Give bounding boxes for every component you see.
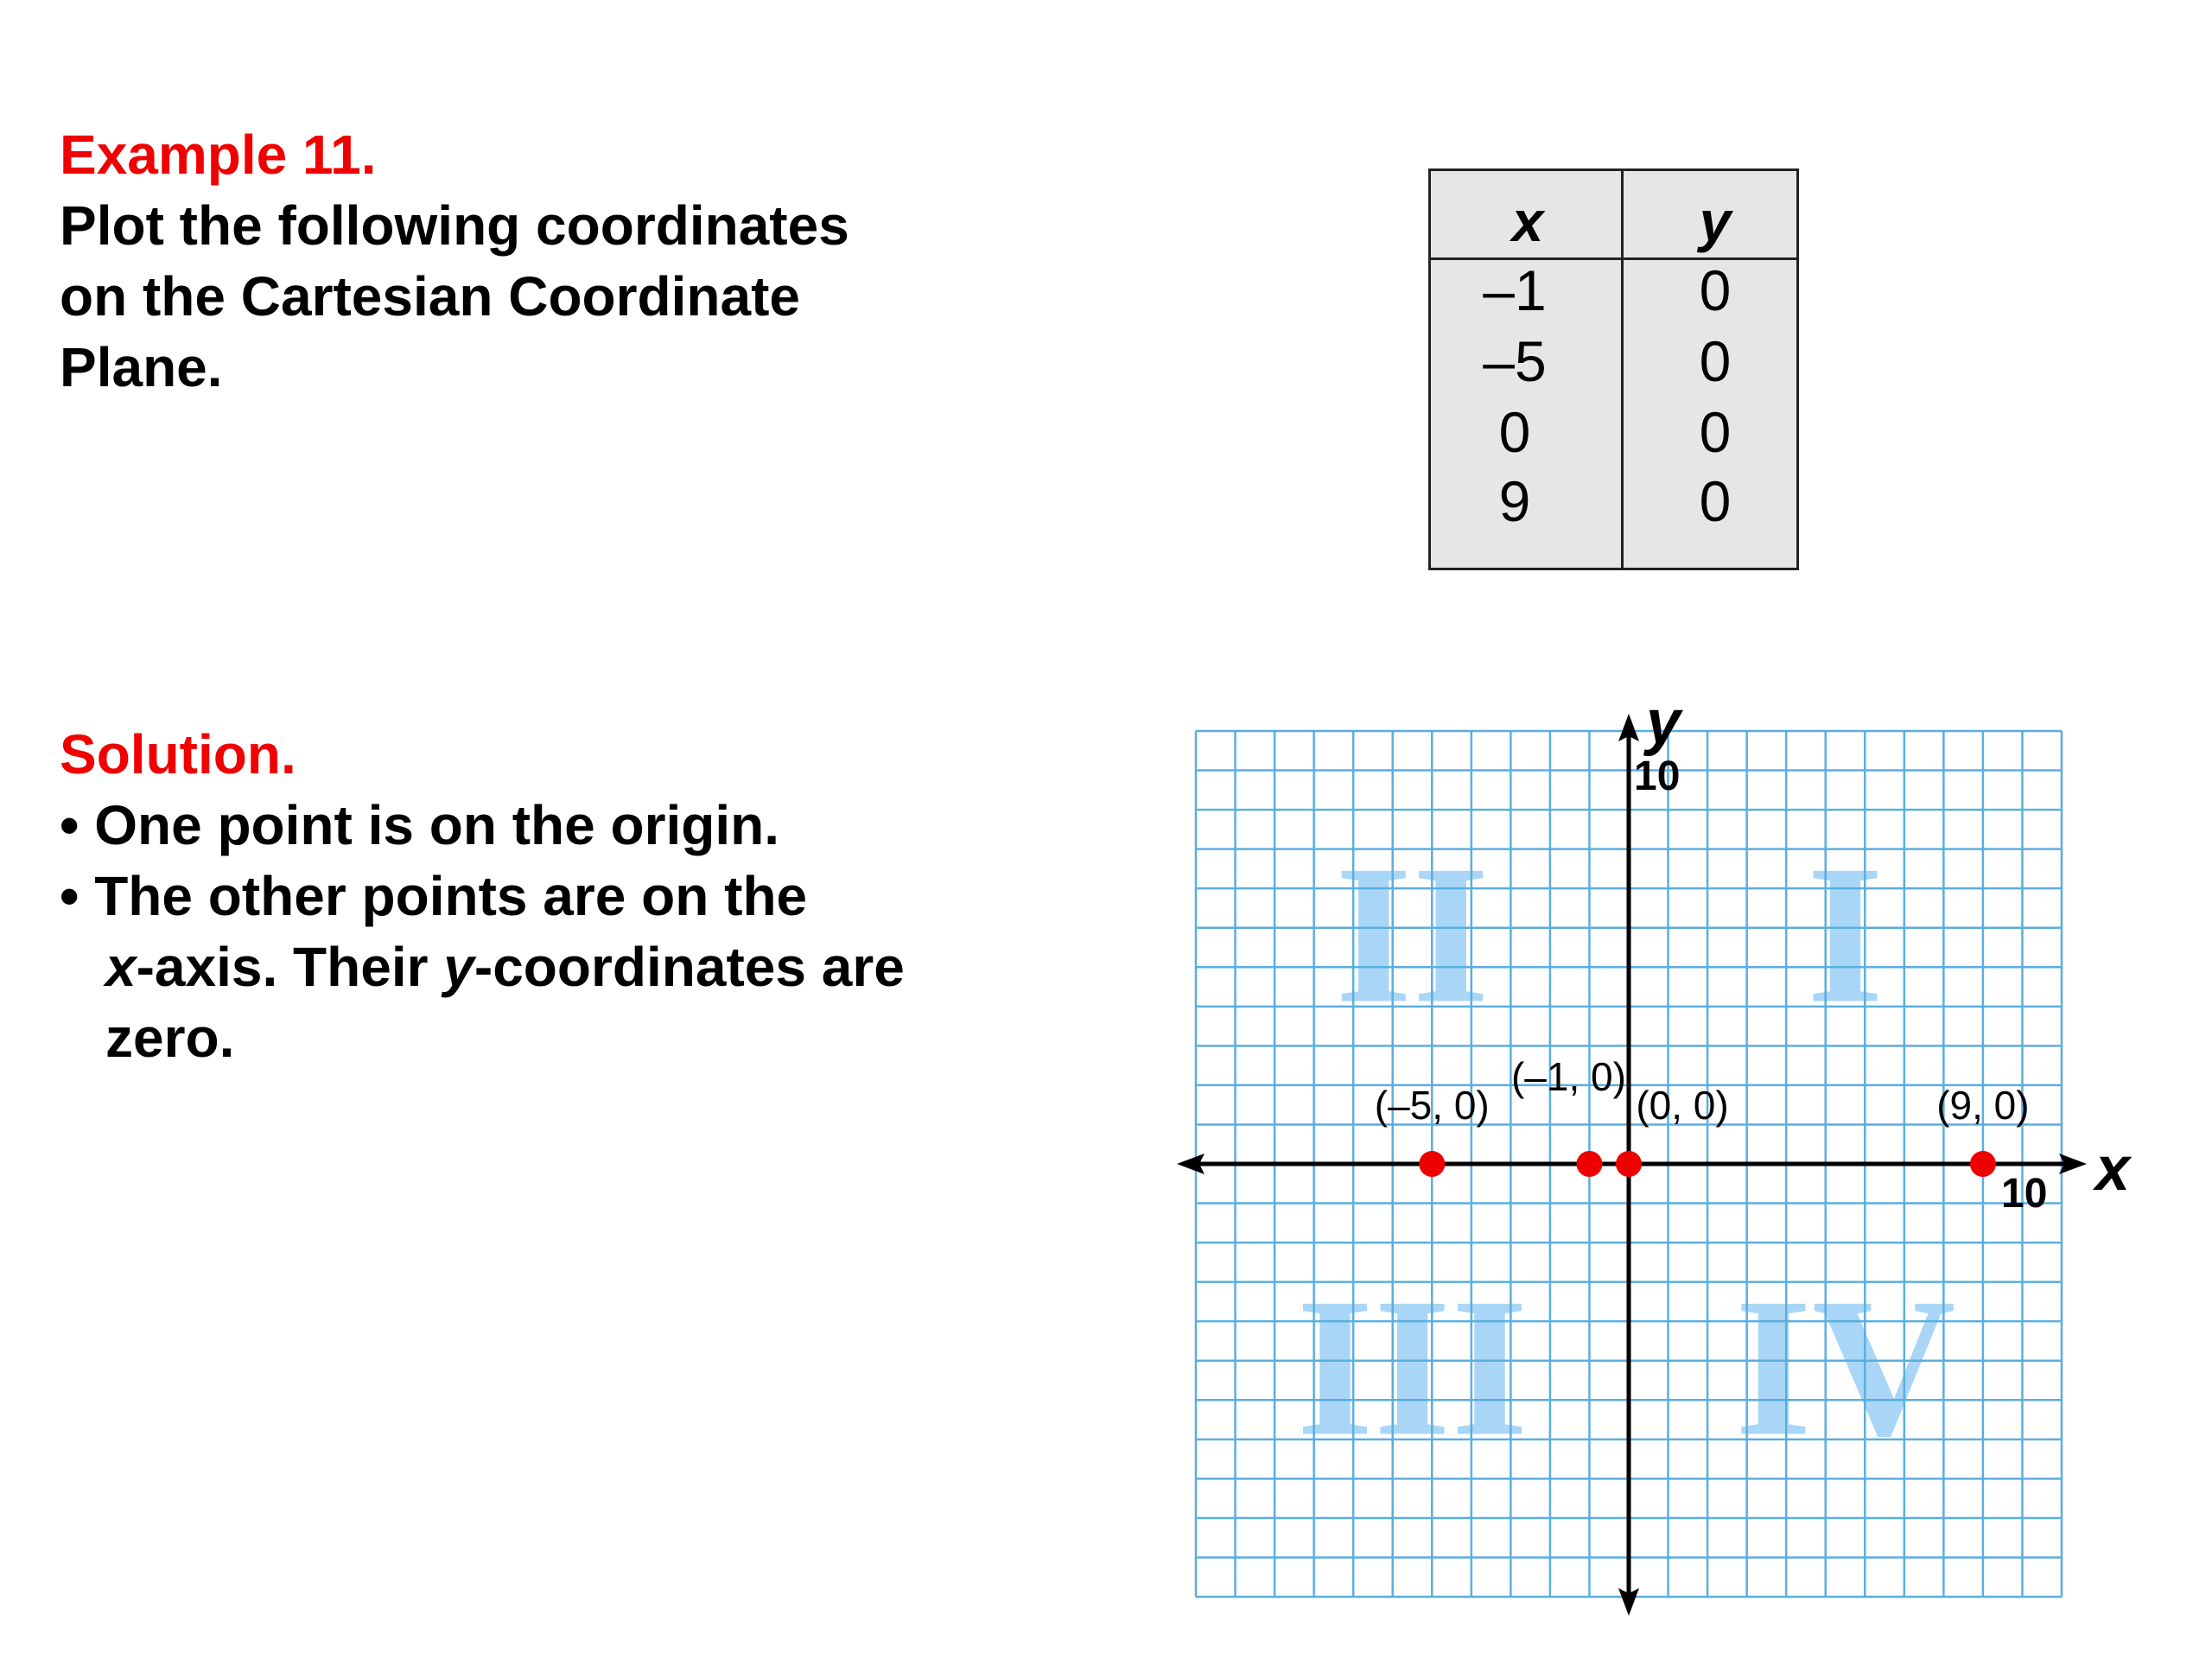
table-cell: 0 xyxy=(1699,469,1732,533)
table-cell: 0 xyxy=(1498,400,1531,464)
table-cell: –1 xyxy=(1483,258,1547,322)
table-header-y: y xyxy=(1699,189,1732,253)
solution-bullet-2-line-3: zero. xyxy=(105,1007,235,1069)
quadrant-label-II: II xyxy=(1334,823,1491,1045)
quadrant-label-III: III xyxy=(1296,1256,1529,1478)
table-cell: 9 xyxy=(1498,469,1531,533)
problem-line-3: Plane. xyxy=(60,336,223,398)
table-cell: 0 xyxy=(1699,400,1732,464)
bullet-text: One point is on the origin. xyxy=(94,794,780,856)
problem-line-1: Plot the following coordinates xyxy=(60,194,849,257)
x-axis-label: x xyxy=(2095,1135,2131,1204)
x-tick-label: 10 xyxy=(2001,1171,2048,1217)
bullet-text: -coordinates are xyxy=(474,936,905,998)
example-title: Example 11. xyxy=(60,124,377,186)
table-cell: 0 xyxy=(1699,258,1732,322)
quadrant-label-IV: IV xyxy=(1734,1256,1956,1478)
bullet-icon: • xyxy=(60,794,79,856)
y-axis-label: y xyxy=(1646,688,1681,757)
solution-title: Solution. xyxy=(60,723,296,785)
data-point-label: (0, 0) xyxy=(1636,1083,1729,1128)
bullet-text: -axis. Their xyxy=(136,936,444,998)
data-point xyxy=(1616,1151,1642,1177)
data-point-label: (–5, 0) xyxy=(1374,1083,1490,1128)
table-header-x: x xyxy=(1511,189,1544,253)
quadrant-label-I: I xyxy=(1806,823,1885,1045)
data-point-label: (9, 0) xyxy=(1936,1083,2030,1128)
table-cell: 0 xyxy=(1699,329,1732,393)
y-tick-label: 10 xyxy=(1634,753,1681,799)
problem-line-2: on the Cartesian Coordinate xyxy=(60,265,800,327)
data-point xyxy=(1419,1151,1445,1177)
data-point-label: (–1, 0) xyxy=(1510,1054,1626,1099)
var-x: x xyxy=(105,936,137,998)
var-y: y xyxy=(443,936,474,998)
table-cell: –5 xyxy=(1483,329,1547,393)
data-point xyxy=(1970,1151,1996,1177)
data-point xyxy=(1576,1151,1602,1177)
bullet-text: The other points are on the xyxy=(94,865,808,927)
bullet-icon: • xyxy=(60,865,79,927)
